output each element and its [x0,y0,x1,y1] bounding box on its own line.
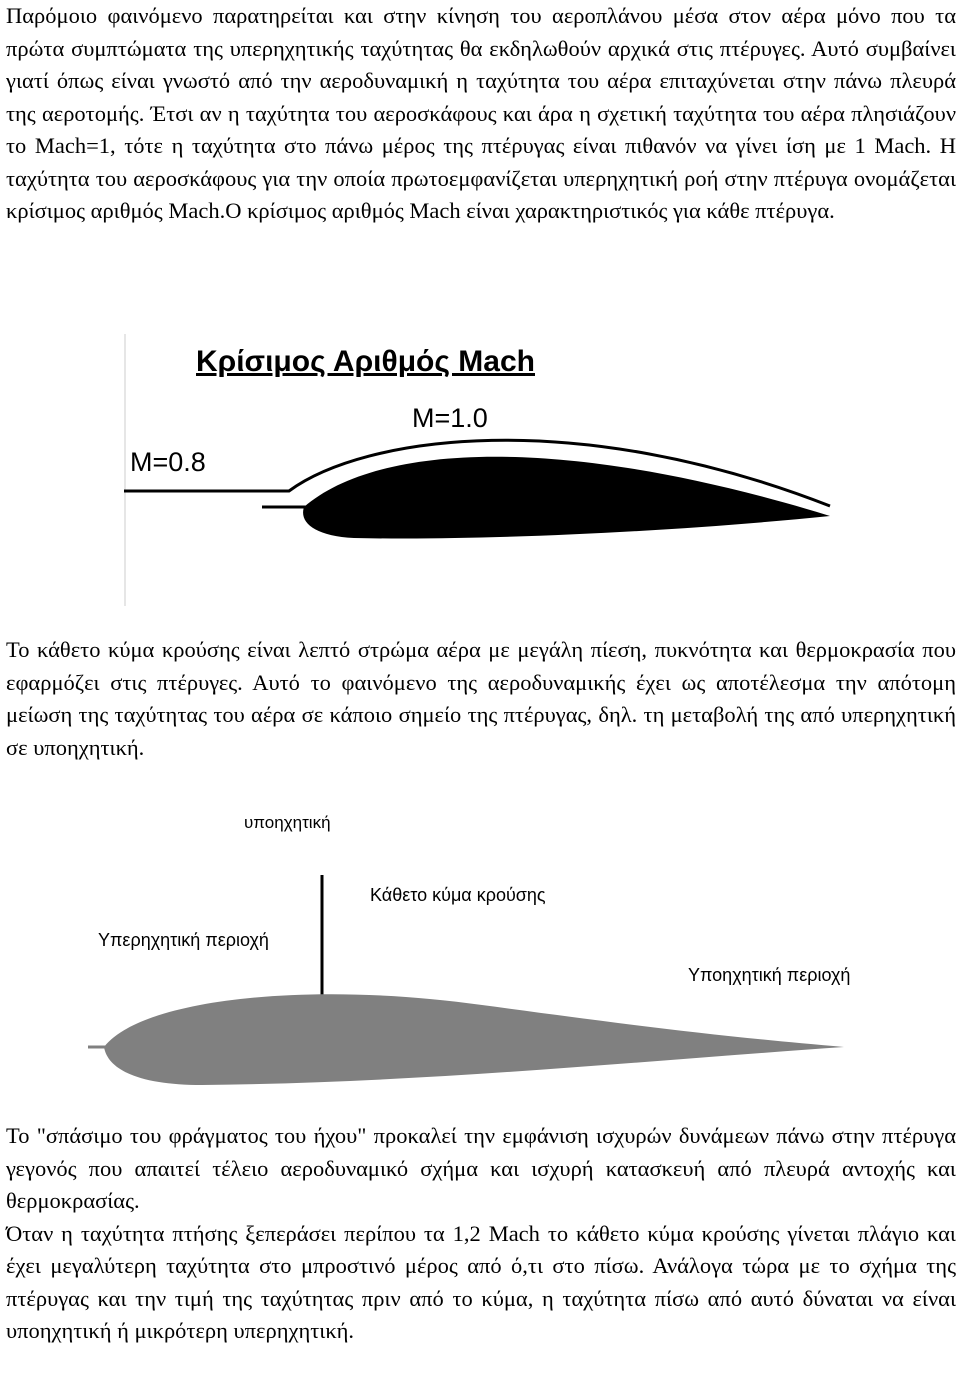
mach-08-label: M=0.8 [130,447,206,477]
airfoil-gray [88,994,844,1085]
paragraph-sound-barrier-b: Όταν η ταχύτητα πτήσης ξεπεράσει περίπου τα 1,2 Mach το κάθετο κύμα κρούσης γίνεται πλάγιο και έχει μεγαλύτερη ταχύτητα στο μπροστινό μέρος από ό,τι στο πίσω. Ανάλογα τώρα με το σχήμα της πτέρυγας και την τιμή της ταχύτητας πριν από το κύμα, η ταχύτητα πίσω από αυτό δύναται να είναι υποηχητική ή μικρότερη υπερηχητική. [6,1220,956,1343]
figure-1-title: Κρίσιμος Αριθμός Mach [196,345,535,378]
normal-shock-label: Κάθετο κύμα κρούσης [370,885,546,905]
supersonic-region-label: Υπερηχητική περιοχή [98,930,269,950]
subsonic-top-label: υποηχητική [244,813,331,832]
critical-mach-figure [124,326,960,608]
subsonic-region-label: Υποηχητική περιοχή [688,965,851,985]
paragraph-sound-barrier [6,1120,956,1348]
paragraph-critical-mach: Παρόμοιο φαινόμενο παρατηρείται και στην κίνηση του αεροπλάνου μέσα στον αέρα μόνο που τα πρώτα συμπτώματα της υπερηχητικής ταχύτητας θα εκδηλωθούν αρχικά στις πτέρυγες. Αυτό συμβαίνει γιατί όπως είναι γνωστό από την αεροδυναμική η ταχύτητα του αέρα επιταχύνεται στην πάνω πλευρά της αεροτομής. Έτσι αν η ταχύτητα του αεροσκάφους και άρα η σχετική ταχύτητα του αέρα πλησιάζουν το Mach=1, τότε η ταχύτητα στο πάνω μέρος της πτέρυγας είναι πιθανόν να γίνει ίση με 1 Mach. Η ταχύτητα του αεροσκάφους για την οποία πρωτοεμφανίζεται υπερηχητική ροή στην πτέρυγα ονομάζεται κρίσιμος αριθμός Mach.Ο κρίσιμος αριθμός Mach είναι χαρακτηριστικός για κάθε πτέρυγα. [6,3,956,223]
paragraph-normal-shock: Το κάθετο κύμα κρούσης είναι λεπτό στρώμα αέρα με μεγάλη πίεση, πυκνότητα και θερμοκρασία που εφαρμόζει στις πτέρυγες. Αυτό το φαινόμενο της αεροδυναμικής έχει ως αποτέλεσμα την απότομη μείωση της ταχύτητας του αέρα σε κάποιο σημείο της πτέρυγας, δηλ. τη μεταβολή της από υπερηχητική σε υποηχητική. [6,637,956,760]
paragraph-sound-barrier-a: Το "σπάσιμο του φράγματος του ήχου" προκαλεί την εμφάνιση ισχυρών δυνάμεων πάνω στην πτέρυγα γεγονός που απαιτεί τέλειο αεροδυναμικό σχήμα και ισχυρή κατασκευή από πλευρά αντοχής και θερμοκρασίας. [6,1123,956,1213]
normal-shock-figure [82,803,862,1088]
airfoil-shape [262,457,830,539]
mach-1-label: M=1.0 [412,403,488,433]
